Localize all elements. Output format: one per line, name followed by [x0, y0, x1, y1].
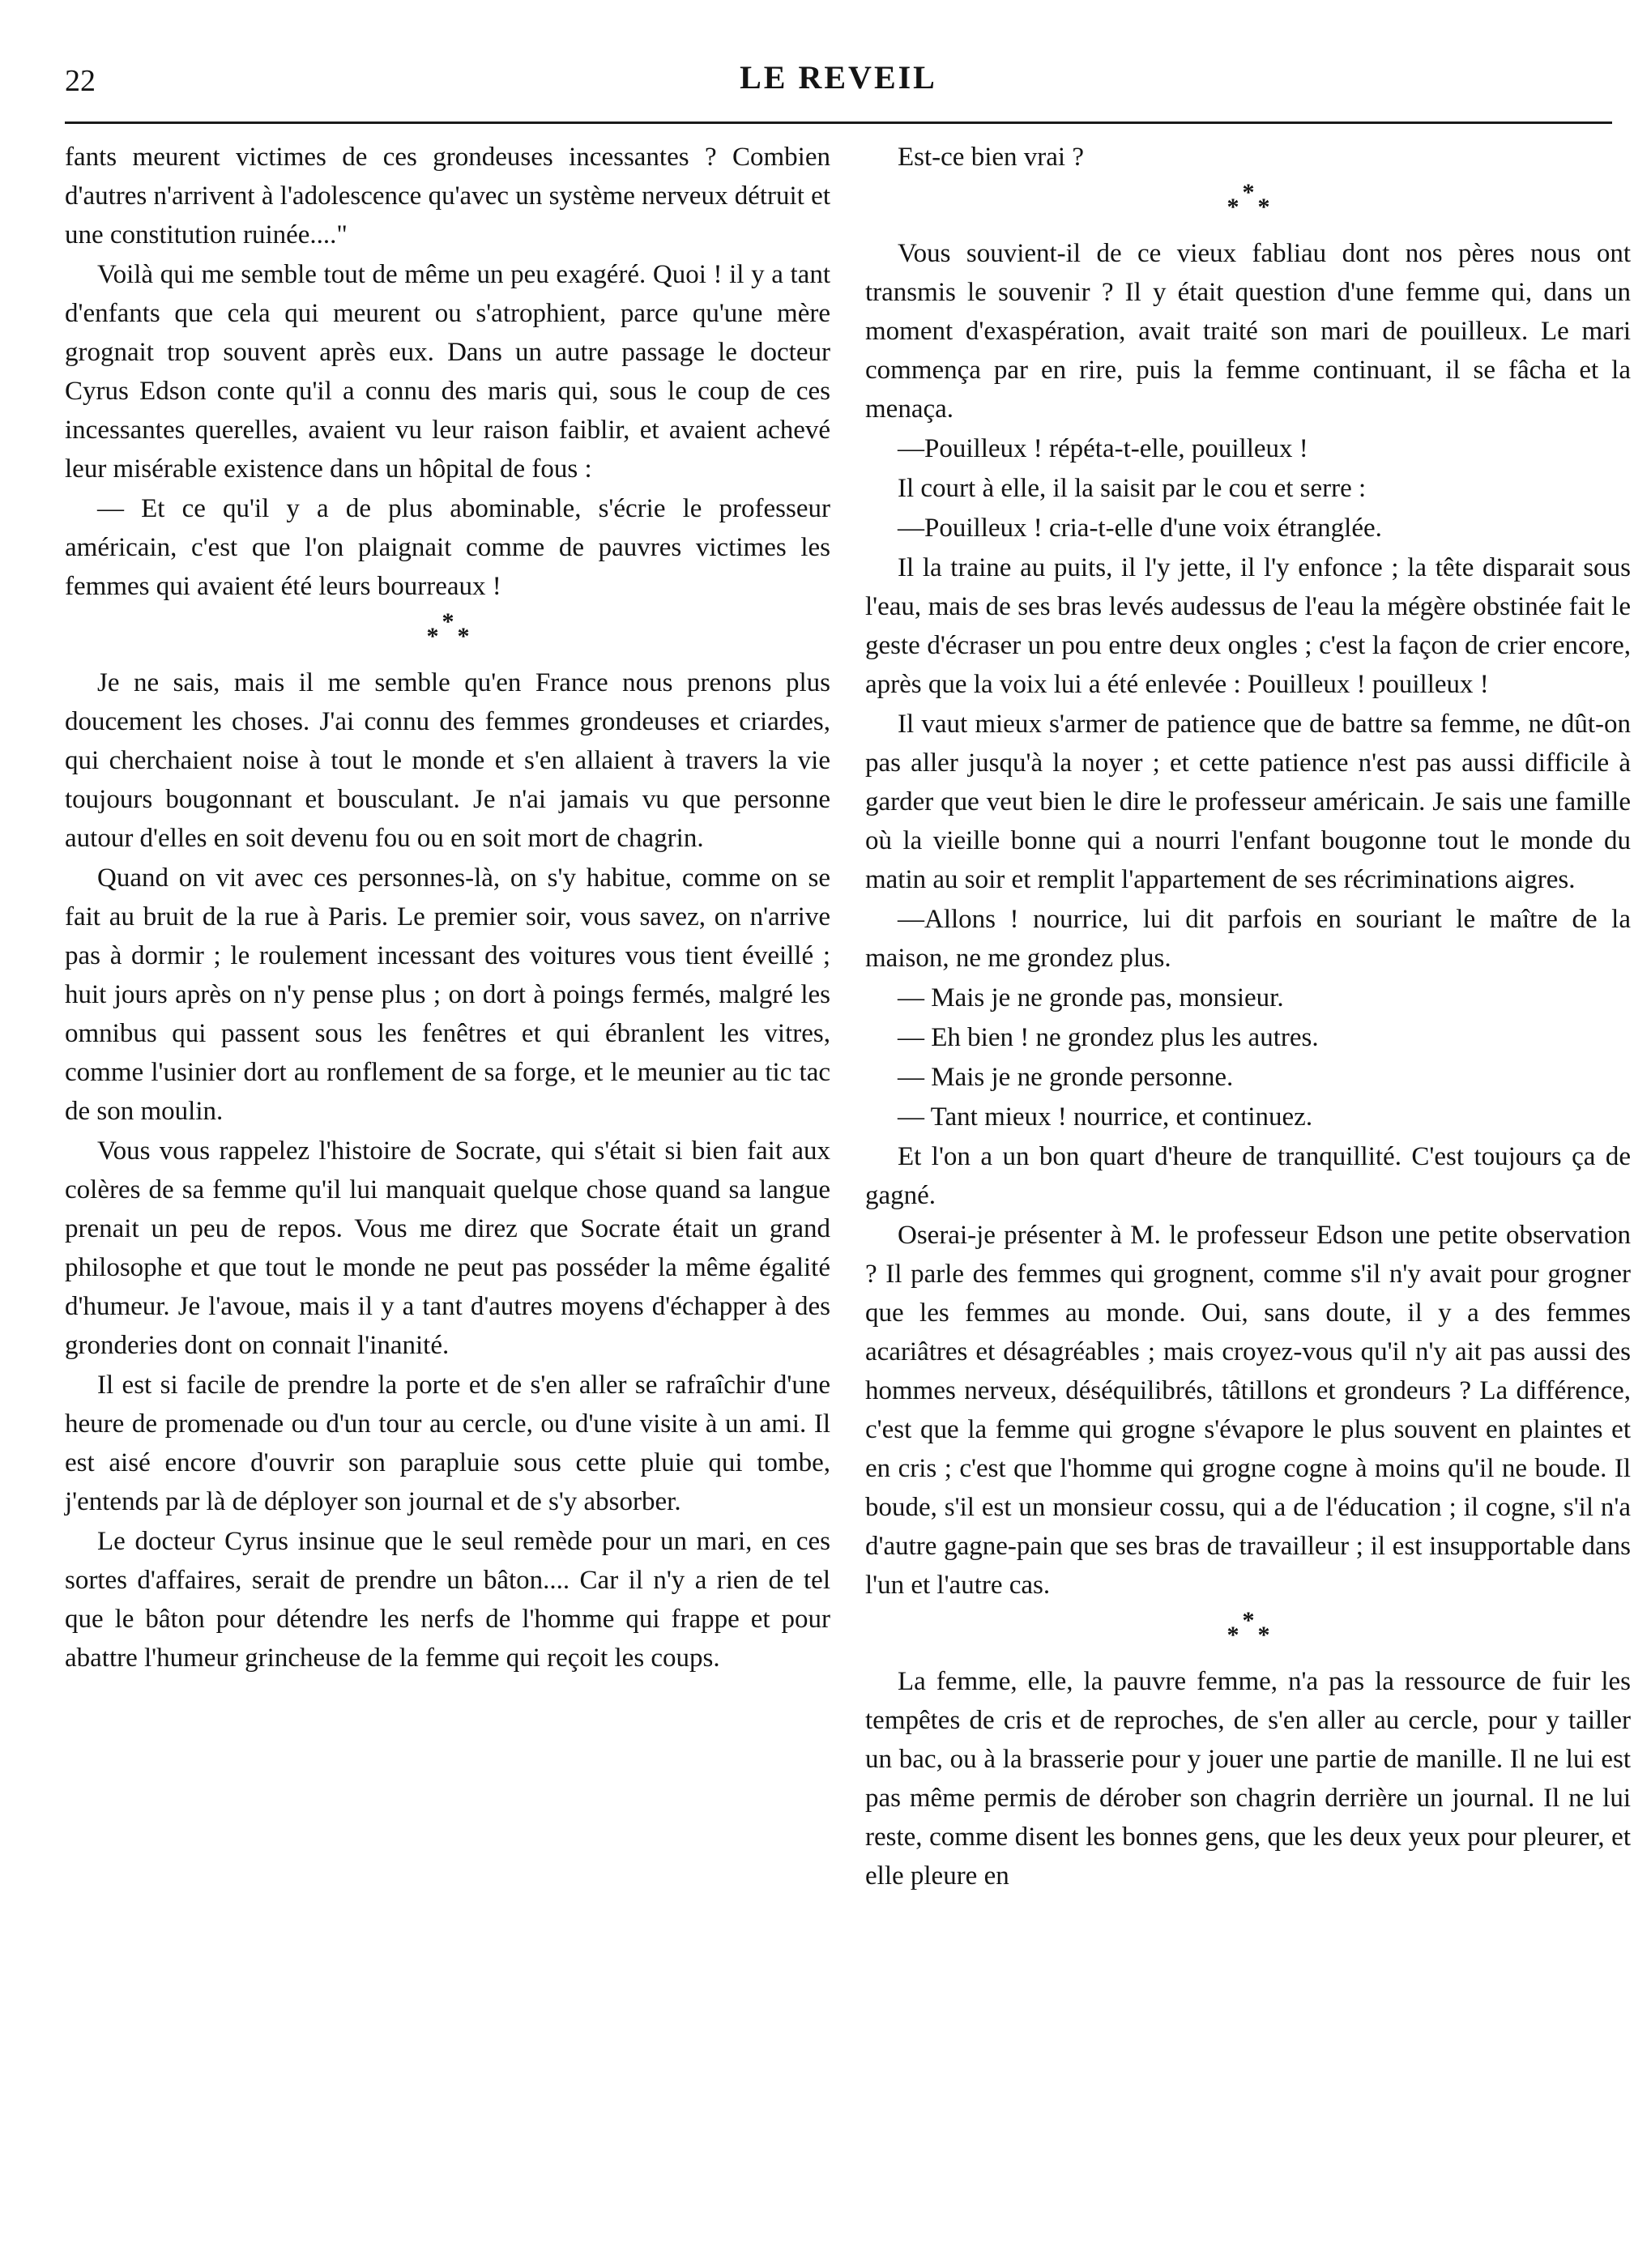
asterism-star: *: [1242, 1607, 1255, 1634]
asterism-star: *: [1227, 1622, 1239, 1648]
article-paragraph: —Pouilleux ! cria-t-elle d'une voix étranglée.: [898, 514, 1382, 543]
article-paragraph: — Mais je ne gronde pas, monsieur.: [898, 983, 1284, 1013]
running-title: LE REVEIL: [740, 59, 937, 96]
article-paragraph: —Allons ! nourrice, lui dit parfois en souriant le maître de la maison, ne me grondez plus.: [865, 905, 1631, 973]
article-paragraph: — Et ce qu'il y a de plus abominable, s'écrie le professeur américain, c'est que l'on plaignait comme de pauvres victimes les femmes qui avaient été leurs bourreaux !: [65, 494, 830, 601]
article-paragraph: — Eh bien ! ne grondez plus les autres.: [898, 1023, 1319, 1052]
article-paragraph: Quand on vit avec ces personnes-là, on s'y habitue, comme on se fait au bruit de la rue à Paris. Le premier soir, vous savez, on n'arrive pas à dormir ; le roulement incessant des voitures vous tient éveillé ; huit jours après on n'y pense plus ; on dort à poings fermés, malgré les omnibus qui passent sous les fenêtres et qui ébranlent les vitres, comme l'usinier dort au ronflement de sa forge, et le meunier au tic tac de son moulin.: [65, 863, 830, 1126]
page-number: 22: [65, 64, 96, 98]
article-paragraph: Est-ce bien vrai ?: [898, 143, 1084, 172]
article-paragraph: Il est si facile de prendre la porte et de s'en aller se rafraîchir d'une heure de promenade ou d'un tour au cercle, ou d'une visite à un ami. Il est aisé encore d'ouvrir son parapluie sous cette pluie qui tombe, j'entends par là de déployer son journal et de s'y absorber.: [65, 1371, 830, 1516]
article-paragraph: —Pouilleux ! répéta-t-elle, pouilleux !: [898, 434, 1308, 463]
asterism-star: *: [457, 623, 470, 650]
article-paragraph: Et l'on a un bon quart d'heure de tranquillité. C'est toujours ça de gagné.: [865, 1142, 1631, 1210]
right-column: [865, 138, 1631, 1896]
asterism-star: *: [1257, 194, 1270, 220]
article-paragraph: Voilà qui me semble tout de même un peu exagéré. Quoi ! il y a tant d'enfants que cela qui meurent ou s'atrophient, parce qu'une mère grognait trop souvent après eux. Dans un autre passage le docteur Cyrus Edson conte qu'il a connu des maris qui, sous le coup de ces incessantes querelles, avaient vu leur raison faiblir, et avaient achevé leur misérable existence dans un hôpital de fous :: [65, 260, 830, 484]
section-asterism: [865, 1605, 1631, 1662]
asterism-star: *: [1227, 194, 1239, 220]
section-asterism: [865, 177, 1631, 234]
article-paragraph: — Mais je ne gronde personne.: [898, 1063, 1234, 1092]
article-paragraph: fants meurent victimes de ces grondeuses incessantes ? Combien d'autres n'arrivent à l'adolescence qu'avec un système nerveux détruit et une constitution ruinée....": [65, 143, 830, 249]
article-paragraph: Il court à elle, il la saisit par le cou et serre :: [898, 474, 1367, 503]
left-column: [65, 138, 830, 1678]
asterism-star: *: [442, 608, 454, 635]
article-paragraph: Vous vous rappelez l'histoire de Socrate, qui s'était si bien fait aux colères de sa femme qu'il lui manquait quelque chose quand sa langue prenait un peu de repos. Vous me direz que Socrate était un grand philosophe et que tout le monde ne peut pas posséder la même égalité d'humeur. Je l'avoue, mais il y a tant d'autres moyens d'échapper à des gronderies dont on connait l'inanité.: [65, 1136, 830, 1360]
header-rule: [65, 122, 1612, 124]
article-paragraph: Il la traine au puits, il l'y jette, il l'y enfonce ; la tête disparait sous l'eau, mais de ses bras levés audessus de l'eau la mégère obstinée fait le geste d'écraser un pou entre deux ongles ; c'est la façon de crier encore, après que la voix lui a été enlevée : Pouilleux ! pouilleux !: [865, 553, 1631, 699]
page-header: [65, 58, 1612, 107]
article-paragraph: Je ne sais, mais il me semble qu'en France nous prenons plus doucement les choses. J'ai connu des femmes grondeuses et criardes, qui cherchaient noise à tout le monde et s'en allaient à travers la vie toujours bougonnant et bousculant. Je n'ai jamais vu que personne autour d'elles en soit devenu fou ou en soit mort de chagrin.: [65, 668, 830, 853]
article-paragraph: Il vaut mieux s'armer de patience que de battre sa femme, ne dût-on pas aller jusqu'à la noyer ; et cette patience n'est pas aussi difficile à garder que veut bien le dire le professeur américain. Je sais une famille où la vieille bonne qui a nourri l'enfant bougonne tout le monde du matin au soir et remplit l'appartement de ses récriminations aigres.: [865, 710, 1631, 894]
asterism-star: *: [1257, 1622, 1270, 1648]
asterism-star: *: [426, 623, 439, 650]
article-paragraph: Le docteur Cyrus insinue que le seul remède pour un mari, en ces sortes d'affaires, serait de prendre un bâton.... Car il n'y a rien de tel que le bâton pour détendre les nerfs de l'homme qui frappe et pour abattre l'humeur grincheuse de la femme qui reçoit les coups.: [65, 1527, 830, 1673]
article-paragraph: Vous souvient-il de ce vieux fabliau dont nos pères nous ont transmis le souvenir ? Il y était question d'une femme qui, dans un moment d'exaspération, avait traité son mari de pouilleux. Le mari commença par en rire, puis la femme continuant, il se fâcha et la menaça.: [865, 239, 1631, 424]
article-paragraph: Oserai-je présenter à M. le professeur Edson une petite observation ? Il parle des femmes qui grognent, comme s'il n'y avait pour grogner que les femmes au monde. Oui, sans doute, il y a des femmes acariâtres et désagréables ; mais croyez-vous qu'il n'y ait pas aussi des hommes nerveux, déséquilibrés, tâtillons et grondeurs ? La différence, c'est que la femme qui grogne s'évapore le plus souvent en plaintes et en cris ; c'est que l'homme qui grogne cogne à moins qu'il ne boude. Il boude, s'il est un monsieur cossu, qui a de l'éducation ; il cogne, s'il n'a d'autre gagne-pain que ses bras de travailleur ; il est insupportable dans l'un et l'autre cas.: [865, 1221, 1631, 1600]
asterism-star: *: [1242, 179, 1255, 206]
section-asterism: [65, 607, 830, 663]
article-paragraph: La femme, elle, la pauvre femme, n'a pas la ressource de fuir les tempêtes de cris et de reproches, de s'en aller au cercle, pour y tailler un bac, ou à la brasserie pour y jouer une partie de manille. Il ne lui est pas même permis de dérober son chagrin derrière un journal. Il ne lui reste, comme disent les bonnes gens, que les deux yeux pour pleurer, et elle pleure en: [865, 1667, 1631, 1891]
article-paragraph: — Tant mieux ! nourrice, et continuez.: [898, 1102, 1313, 1132]
